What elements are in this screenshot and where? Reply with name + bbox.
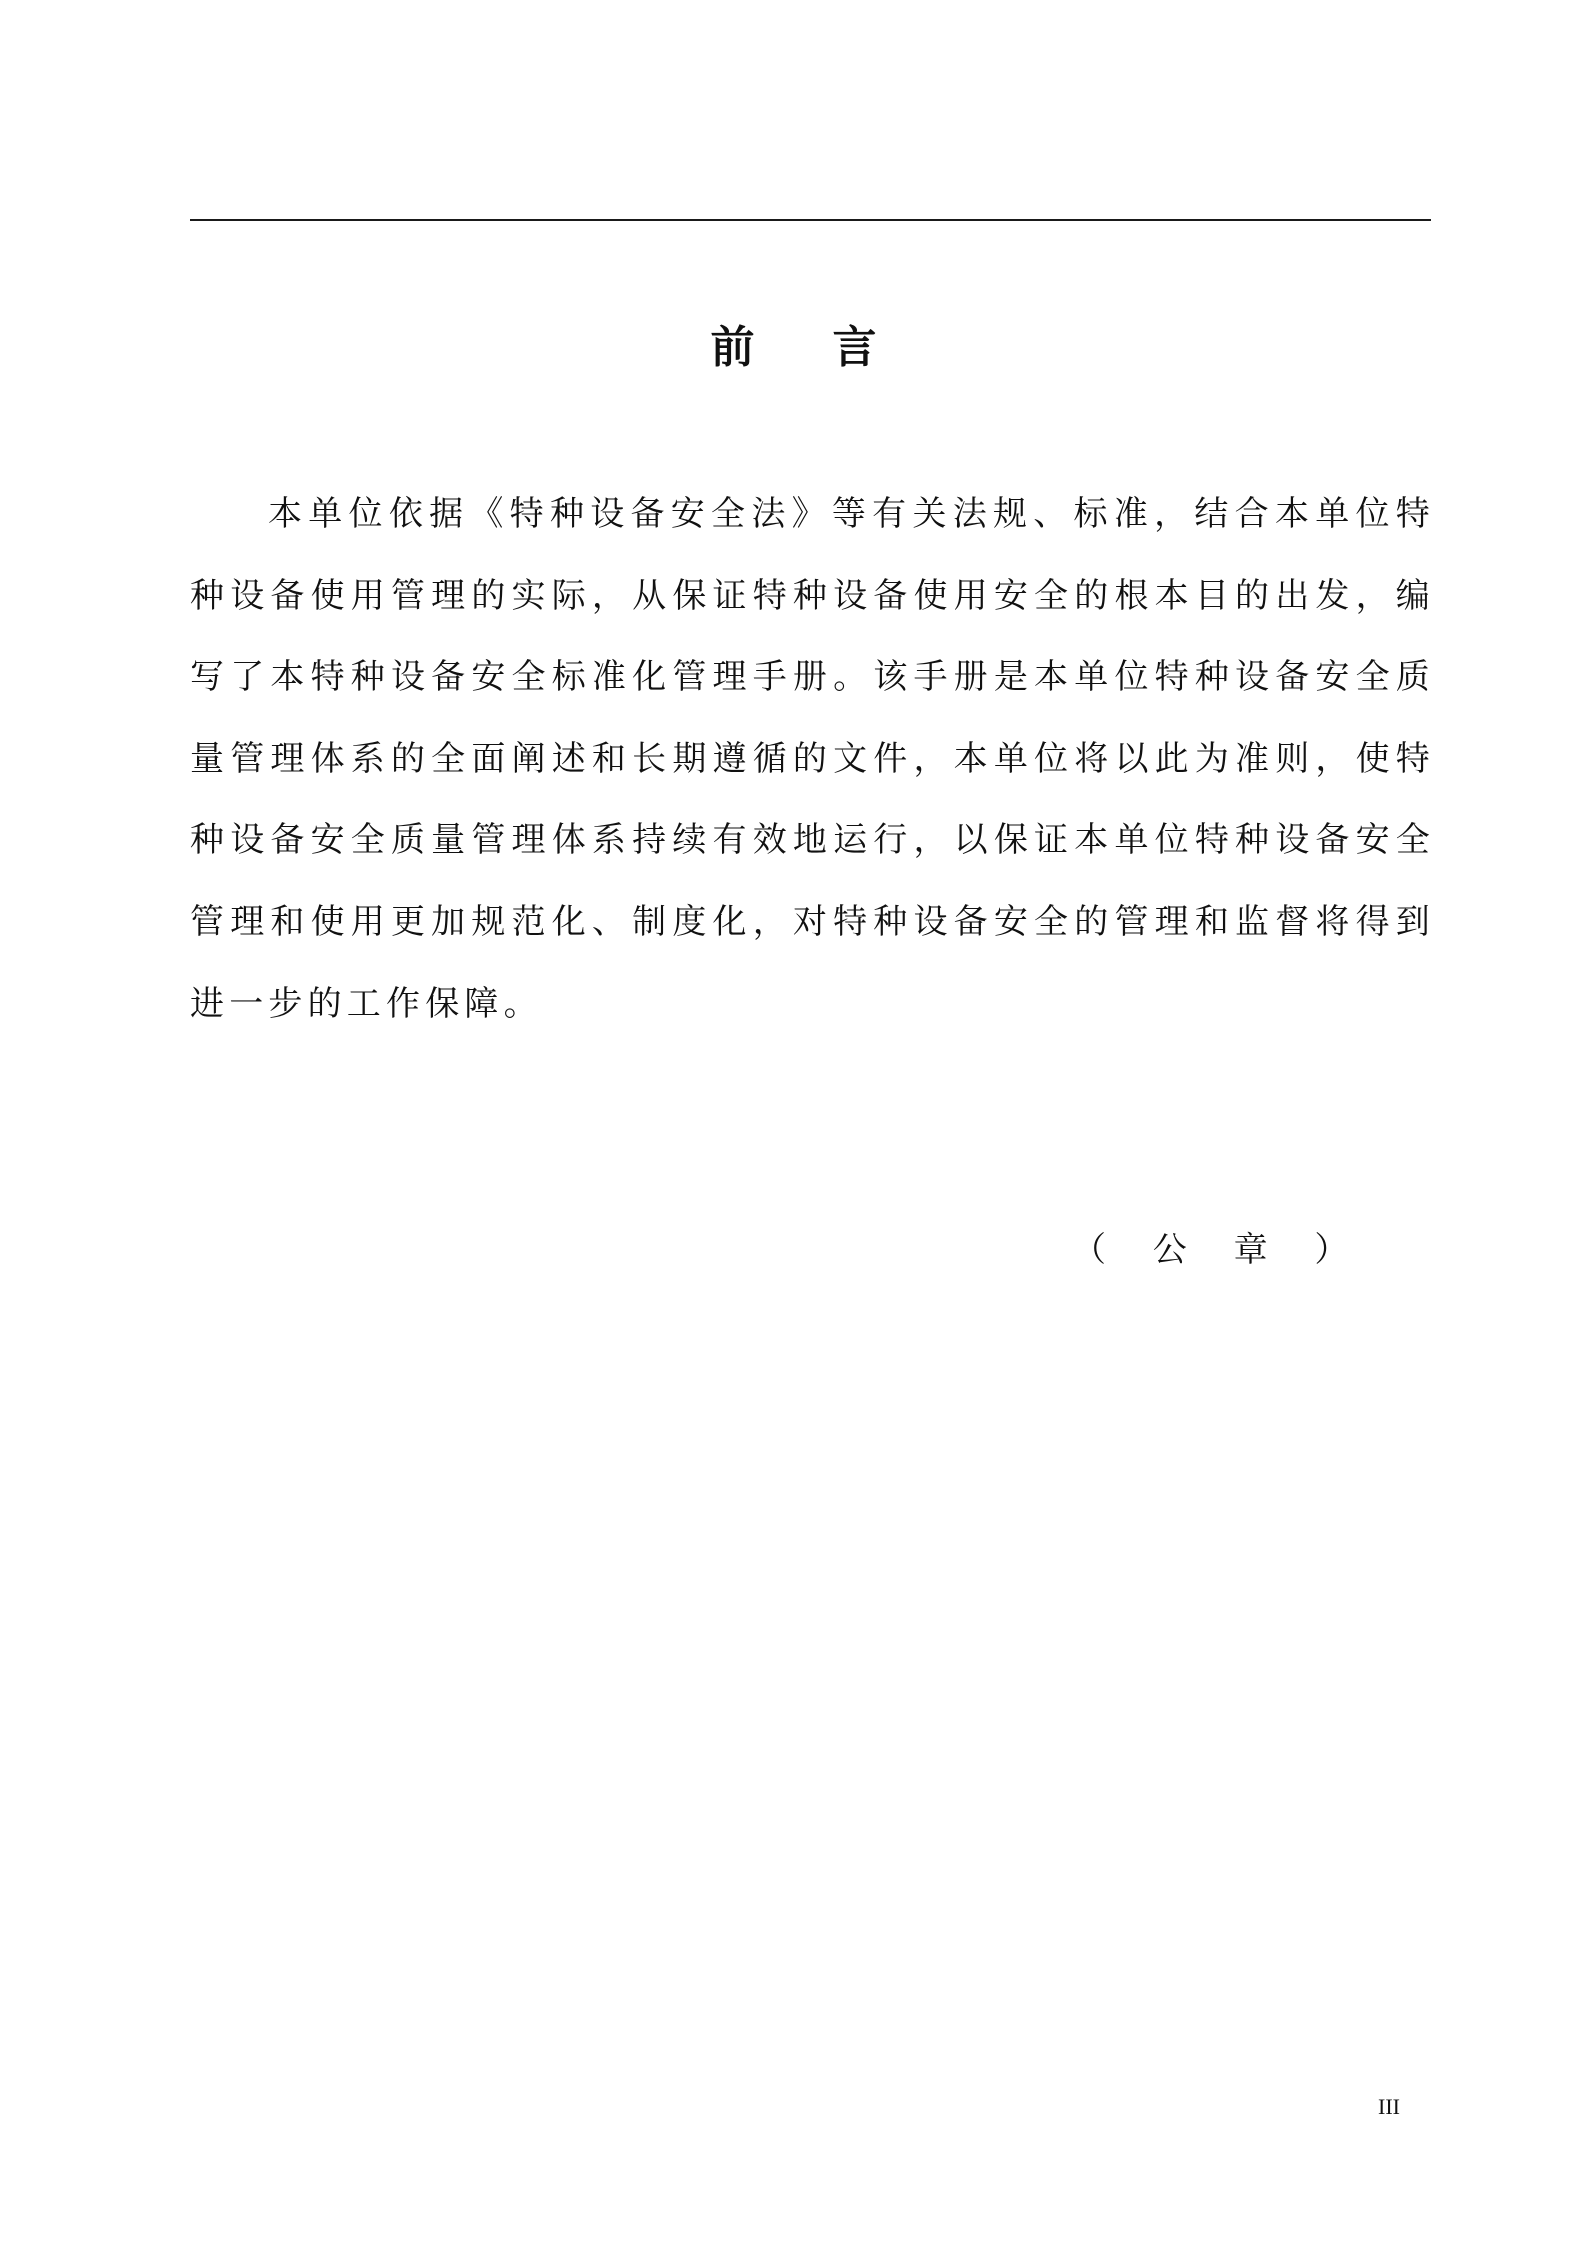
page-title [0, 318, 1587, 378]
page-title-first-char: 前 [710, 322, 755, 373]
page-number: III [1378, 2094, 1400, 2119]
official-seal-placeholder: （ 公 章 ） [1072, 1230, 1367, 1270]
page-title-second-char: 言 [832, 322, 877, 373]
preface-paragraph: 本单位依据《特种设备安全法》等有关法规、标准，结合本单位特种设备使用管理的实际，从保证特种设备使用安全的根本目的出发，编写了本特种设备安全标准化管理手册。该手册是本单位特种设备安全质量管理体系的全面阐述和长期遵循的文件，本单位将以此为准则，使特种设备安全质量管理体系持续有效地运行，以保证本单位特种设备安全管理和使用更加规范化、制度化，对特种设备安全的管理和监督将得到进一步的工作保障。 [190, 494, 1435, 1024]
header-rule [190, 219, 1431, 221]
